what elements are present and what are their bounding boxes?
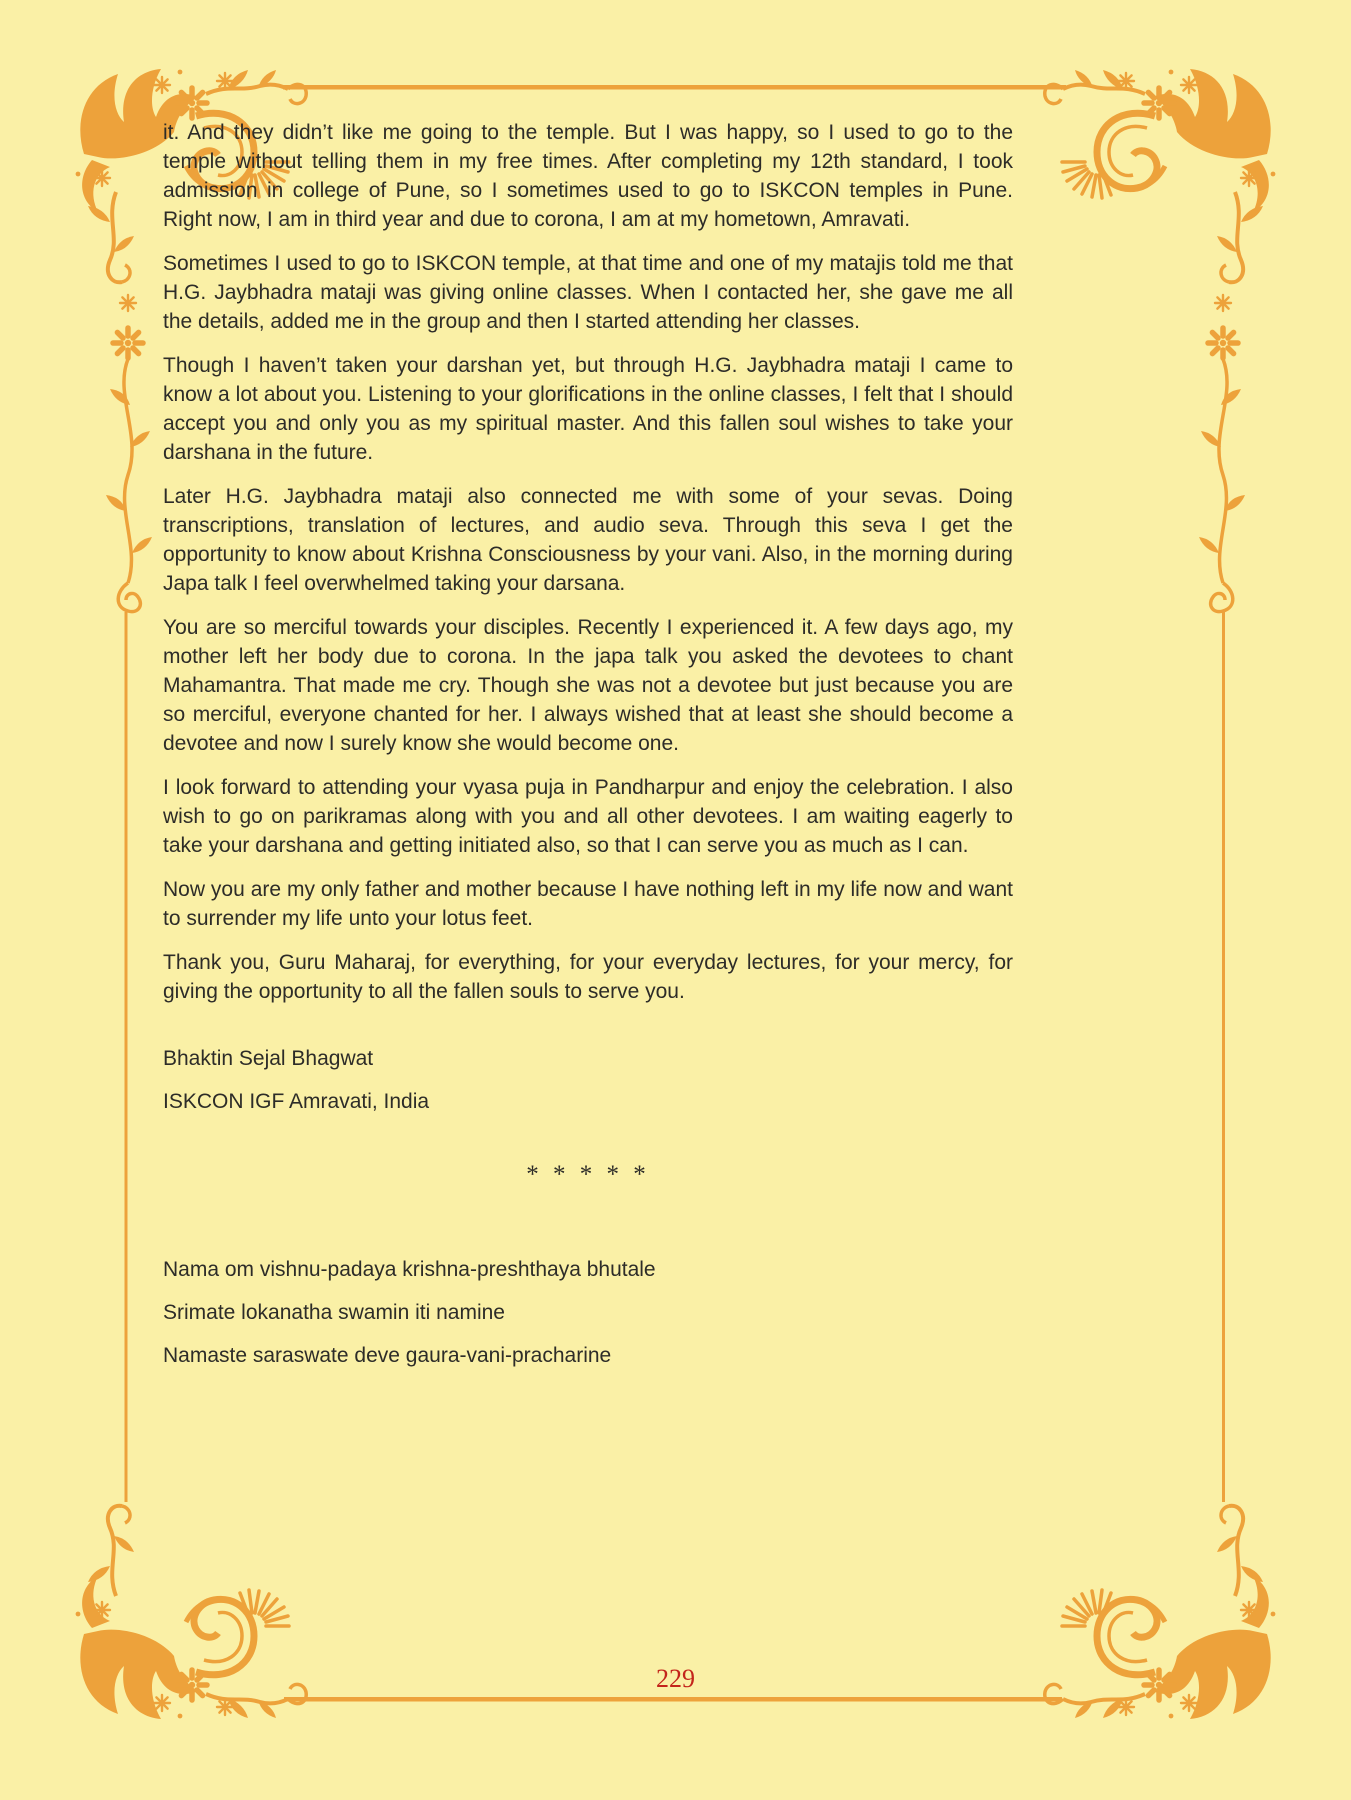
- letter-paragraph: Thank you, Guru Maharaj, for everything, for your everyday lectures, for your mercy, for giving the opportunity to all the fallen souls to serve you.: [163, 951, 1013, 1003]
- verse-line: Srimate lokanatha swamin iti namine: [163, 1301, 505, 1324]
- letter-paragraph: Sometimes I used to go to ISKCON temple, at that time and one of my matajis told me that H.G. Jaybhadra mataji was giving online classes. When I contacted her, she gave me all the details, added me in the group and then I started attending her classes.: [163, 252, 1013, 333]
- corner-ornament-top-right-icon: [1045, 69, 1276, 612]
- border-line-left: [125, 612, 128, 1502]
- border-line-top: [283, 85, 1066, 90]
- signature-location: ISKCON IGF Amravati, India: [163, 1090, 430, 1113]
- border-line-right: [1222, 612, 1225, 1502]
- verse-line: Namaste saraswate deve gaura-vani-pracharine: [163, 1344, 612, 1367]
- letter-paragraph: I look forward to attending your vyasa puja in Pandharpur and enjoy the celebration. I also wish to go on parikramas along with you and all other devotees. I am waiting eagerly to take your darshana and getting initiated also, so that I can serve you as much as I can.: [163, 776, 1013, 857]
- letter-paragraph: Now you are my only father and mother because I have nothing left in my life now and want to surrender my life unto your lotus feet.: [163, 878, 1013, 930]
- signature-block: [163, 1044, 1013, 1116]
- page-number: 229: [656, 1664, 695, 1693]
- verse-block: [163, 1255, 1013, 1370]
- letter-paragraph: Later H.G. Jaybhadra mataji also connected me with some of your sevas. Doing transcriptions, translation of lectures, and audio seva. Through this seva I get the opportunity to know about Krishna Consciousness by your vani. Also, in the morning during Japa talk I feel overwhelmed taking your darsana.: [163, 485, 1013, 595]
- border-line-bottom: [284, 1697, 1062, 1702]
- letter-body: [163, 118, 1013, 1384]
- signature-name: Bhaktin Sejal Bhagwat: [163, 1047, 374, 1070]
- letter-paragraph: it. And they didn’t like me going to the temple. But I was happy, so I used to go to the temple without telling them in my free times. After completing my 12th standard, I took admission in college of Pune, so I sometimes used to go to ISKCON temples in Pune. Right now, I am in third year and due to corona, I am at my hometown, Amravati.: [163, 121, 1013, 231]
- verse-line: Nama om vishnu-padaya krishna-preshthaya bhutale: [163, 1258, 656, 1281]
- letter-paragraph: You are so merciful towards your disciples. Recently I experienced it. A few days ago, my mother left her body due to corona. In the japa talk you asked the devotees to chant Mahamantra. That made me cry. Though she was not a devotee but just because you are so merciful, everyone chanted for her. I always wished that at least she should become a devotee and now I surely know she would become one.: [163, 616, 1013, 755]
- section-separator: * * * * *: [526, 1161, 650, 1188]
- letter-paragraph: Though I haven’t taken your darshan yet, but through H.G. Jaybhadra mataji I came to know a lot about you. Listening to your glorifications in the online classes, I felt that I should accept you and only you as my spiritual master. And this fallen soul wishes to take your darshana in the future.: [163, 354, 1013, 464]
